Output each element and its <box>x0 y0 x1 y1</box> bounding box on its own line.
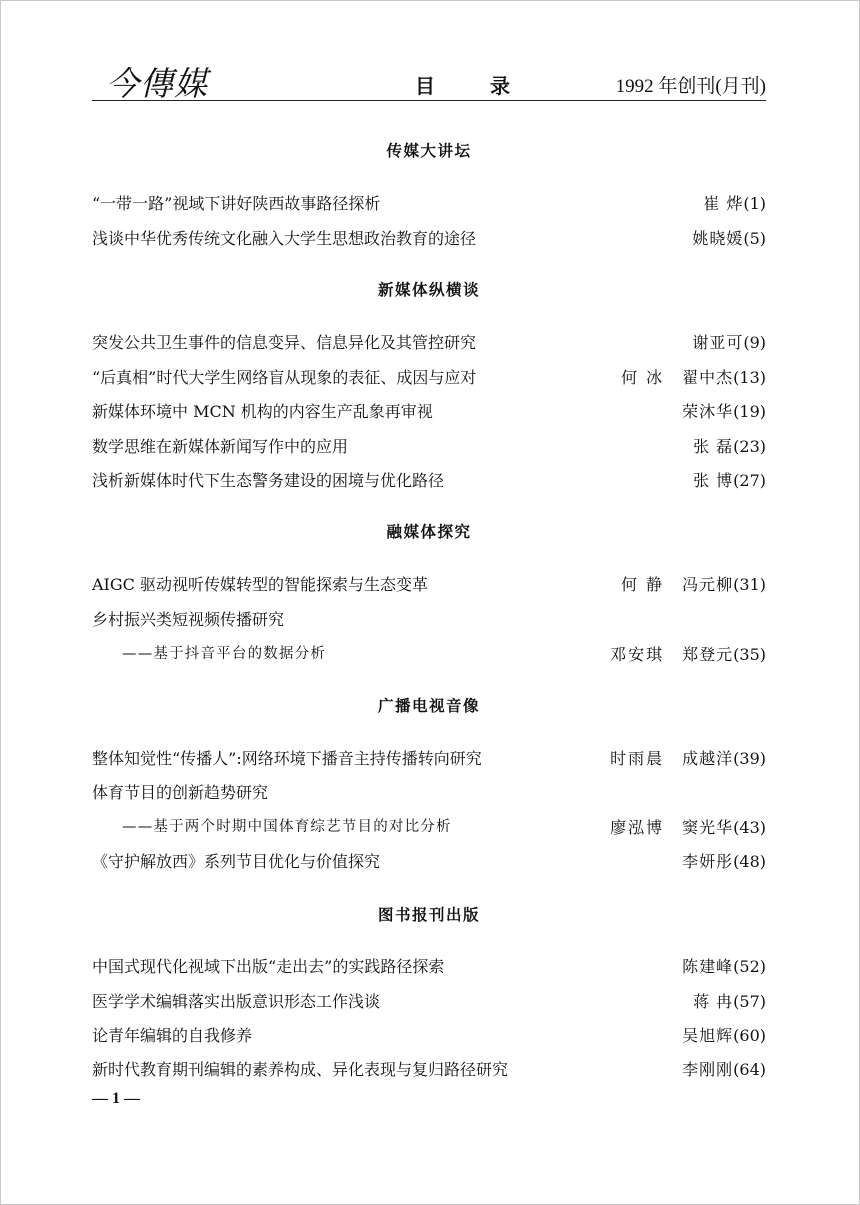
toc-entry[interactable] <box>92 607 766 633</box>
masthead <box>92 56 766 101</box>
article-author: 邓安琪 郑登元(35) <box>610 645 766 664</box>
article-title: 突发公共卫生事件的信息变异、信息异化及其管控研究 <box>92 333 477 352</box>
article-author: 廖泓博 窦光华(43) <box>610 818 766 837</box>
article-title: 医学学术编辑落实出版意识形态工作浅谈 <box>92 992 381 1011</box>
article-title: 新时代教育期刊编辑的素养构成、异化表现与复归路径研究 <box>92 1060 509 1079</box>
article-title: 浅析新媒体时代下生态警务建设的困境与优化路径 <box>92 471 445 490</box>
article-author: 时雨晨 成越洋(39) <box>610 749 766 768</box>
toc-entry[interactable] <box>92 989 766 1015</box>
article-author: 李妍彤(48) <box>682 852 766 871</box>
article-title: 《守护解放西》系列节目优化与价值探究 <box>92 852 381 871</box>
toc-entry[interactable] <box>92 434 766 460</box>
article-author: 吴旭辉(60) <box>682 1026 766 1045</box>
toc-entry[interactable] <box>92 1023 766 1049</box>
article-author: 谢亚可(9) <box>692 333 766 352</box>
article-author: 姚晓媛(5) <box>692 229 766 248</box>
article-author: 荣沐华(19) <box>682 402 766 421</box>
article-title: 新媒体环境中 MCN 机构的内容生产乱象再审视 <box>92 402 433 421</box>
article-author: 崔 烨(1) <box>703 194 766 213</box>
article-title: 中国式现代化视域下出版“走出去”的实践路径探索 <box>92 957 445 976</box>
toc-entry[interactable] <box>92 365 766 391</box>
article-author: 何 冰 翟中杰(13) <box>621 368 766 387</box>
article-title: 数学思维在新媒体新闻写作中的应用 <box>92 437 349 456</box>
toc-entry[interactable] <box>92 191 766 217</box>
article-author: 蒋 冉(57) <box>693 992 766 1011</box>
article-title: 论青年编辑的自我修养 <box>92 1026 253 1045</box>
toc-entry[interactable] <box>92 226 766 252</box>
section-heading: 传媒大讲坛 <box>386 142 472 160</box>
section-heading: 新媒体纵横谈 <box>377 281 480 299</box>
toc-entry[interactable] <box>92 468 766 494</box>
article-author: 何 静 冯元柳(31) <box>621 575 766 594</box>
article-title: 浅谈中华优秀传统文化融入大学生思想政治教育的途径 <box>92 229 477 248</box>
edition-note: 1992 年创刊(月刊) <box>615 76 766 97</box>
toc-entry[interactable] <box>92 746 766 772</box>
article-title: “一带一路”视域下讲好陕西故事路径探析 <box>92 194 381 213</box>
section-heading: 图书报刊出版 <box>377 906 480 924</box>
contents-title: 目 录 <box>415 74 534 98</box>
toc-entry[interactable] <box>92 330 766 356</box>
article-author: 李刚刚(64) <box>682 1060 766 1079</box>
toc-entry[interactable] <box>92 780 766 806</box>
article-title: 整体知觉性“传播人”:网络环境下播音主持传播转向研究 <box>92 749 482 768</box>
toc-entry[interactable] <box>92 849 766 875</box>
section-heading: 融媒体探究 <box>386 523 472 541</box>
toc-entry[interactable] <box>92 399 766 425</box>
journal-logo: 今傳媒 <box>106 64 208 103</box>
article-author: 陈建峰(52) <box>682 957 766 976</box>
toc-entry-subtitle[interactable] <box>92 642 766 668</box>
article-subtitle: ——基于两个时期中国体育综艺节目的对比分析 <box>122 819 452 835</box>
toc-entry[interactable] <box>92 954 766 980</box>
toc-entry[interactable] <box>92 1057 766 1083</box>
article-title: “后真相”时代大学生网络盲从现象的表征、成因与应对 <box>92 368 477 387</box>
article-subtitle: ——基于抖音平台的数据分析 <box>122 646 327 662</box>
article-author: 张 博(27) <box>693 471 766 490</box>
article-title: 体育节目的创新趋势研究 <box>92 783 269 802</box>
toc-entry[interactable] <box>92 572 766 598</box>
page-number: — 1 — <box>92 1090 140 1107</box>
article-title: 乡村振兴类短视频传播研究 <box>92 610 285 629</box>
article-title: AIGC 驱动视听传媒转型的智能探索与生态变革 <box>92 575 428 594</box>
article-author: 张 磊(23) <box>693 437 766 456</box>
section-heading: 广播电视音像 <box>377 697 480 715</box>
toc-entry-subtitle[interactable] <box>92 815 766 841</box>
